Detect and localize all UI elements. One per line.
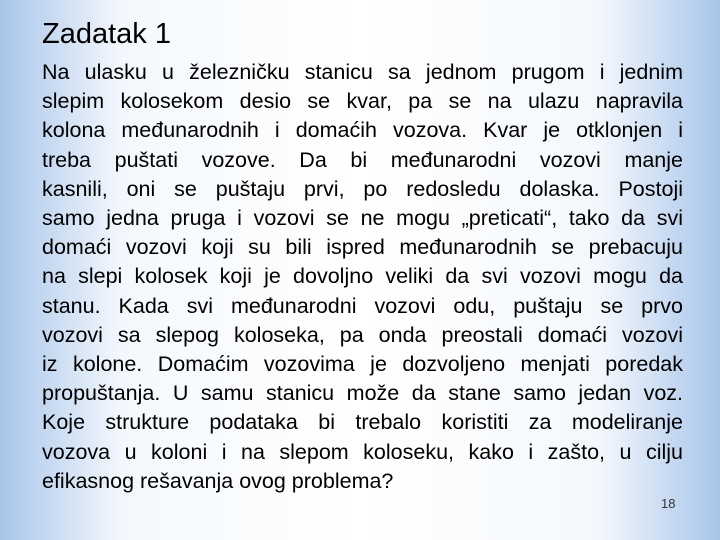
text-line: Koje strukture podataka bi trebalo koristiti za modeliranje (42, 410, 683, 435)
text-line: kolona međunarodnih i domaćih vozova. Kvar je otklonjen i (42, 118, 683, 143)
slide-body (42, 58, 683, 496)
text-line: stanu. Kada svi međunarodni vozovi odu, puštaju se prvo (42, 293, 683, 318)
problem-description (42, 58, 683, 408)
text-line: Na ulasku u železničku stanicu sa jednom prugom i jednim (42, 60, 683, 84)
text-line: domaći vozovi koji su bili ispred međunarodnih se prebacuju (42, 235, 683, 260)
text-line: na slepi kolosek koji je dovoljno veliki da svi vozovi mogu da (42, 264, 683, 289)
text-line: kasnili, oni se puštaju prvi, po redosledu dolaska. Postoji (42, 176, 683, 201)
text-line: propuštanja. U samu stanicu može da stane samo jedan voz. (42, 381, 683, 406)
text-line: vozova u koloni i na slepom koloseku, kako i zašto, u cilju (42, 439, 683, 464)
text-line: vozovi sa slepog koloseka, pa onda preostali domaći vozovi (42, 322, 683, 347)
text-line: efikasnog rešavanja ovog problema? (42, 468, 394, 493)
slide-number: 18 (661, 496, 676, 511)
text-line: treba puštati vozove. Da bi međunarodni vozovi manje (42, 147, 683, 172)
slide-title: Zadatak 1 (42, 18, 171, 50)
text-line: samo jedna pruga i vozovi se ne mogu „preticati“, tako da svi (42, 206, 683, 231)
problem-question (42, 408, 683, 496)
text-line: slepim kolosekom desio se kvar, pa se na ulazu napravila (42, 89, 683, 114)
text-line: iz kolone. Domaćim vozovima je dozvoljeno menjati poredak (42, 352, 683, 377)
